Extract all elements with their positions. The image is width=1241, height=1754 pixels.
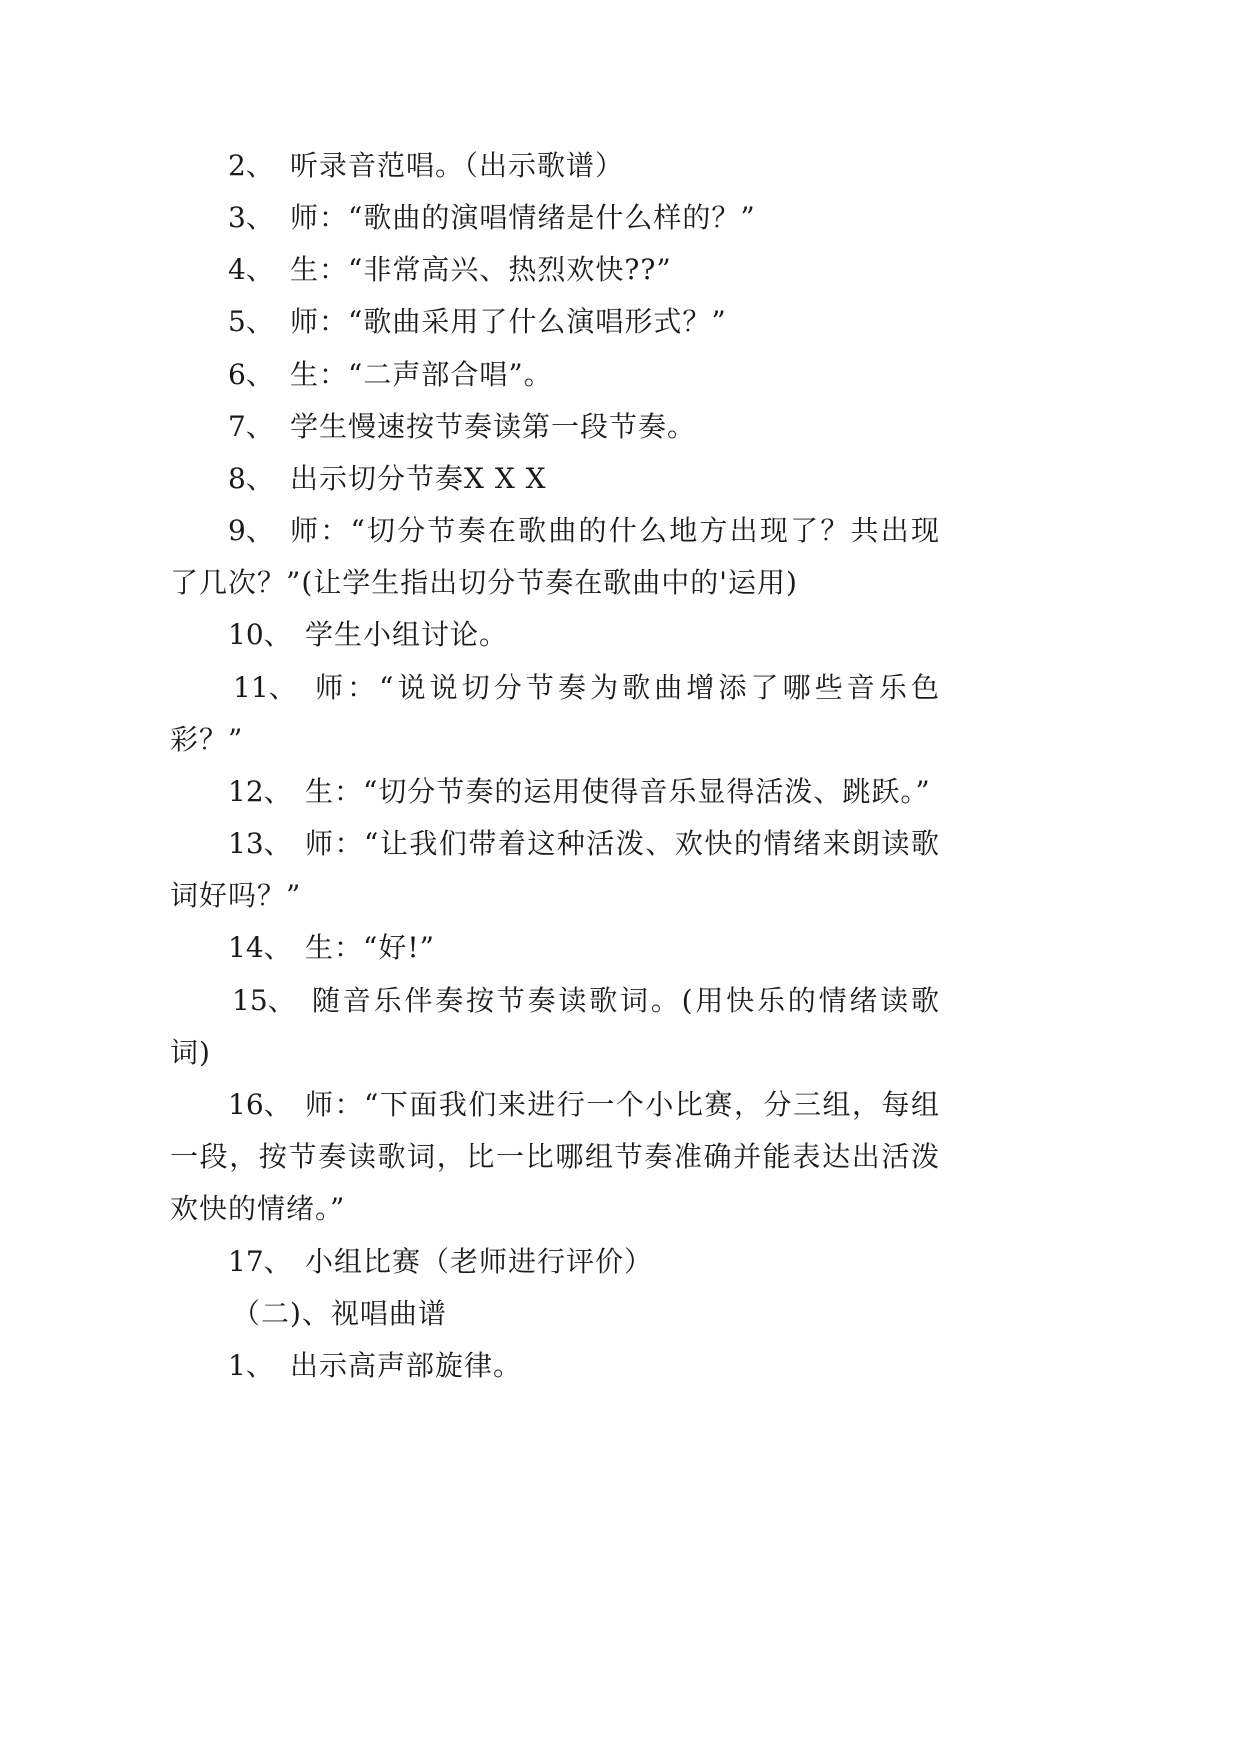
list-item-text-continued: 词) [170,1036,211,1069]
list-item-text: 师：“歌曲采用了什么演唱形式？” [290,305,727,338]
list-item-text-continued: 彩？” [170,723,244,756]
list-item-text: 生：“切分节奏的运用使得音乐显得活泼、跳跃。” [305,775,931,808]
list-item-text: 师：“说说切分节奏为歌曲增添了哪些音乐色 [315,671,940,704]
list-item-text: 师：“下面我们来进行一个小比赛，分三组，每组 [305,1088,940,1121]
list-number: 17、 [228,1245,292,1278]
list-item-text: 出示切分节奏X X X [290,462,547,495]
list-item-text-continued: 欢快的情绪。” [170,1192,346,1225]
list-number: 13、 [228,827,292,860]
list-number: 15、 [232,984,296,1017]
list-item-text: 小组比赛（老师进行评价） [305,1245,654,1278]
list-item-text: 生：“好!” [305,931,435,964]
list-item-text-continued: 了几次？”(让学生指出切分节奏在歌曲中的'运用) [170,566,798,599]
list-item-text: 出示高声部旋律。 [290,1349,523,1382]
list-item-text: 师：“切分节奏在歌曲的什么地方出现了？共出现 [290,514,940,547]
list-number: 11、 [233,671,297,704]
list-item-text: 生：“二声部合唱”。 [290,358,553,391]
list-number: 6、 [228,358,274,391]
list-number: 14、 [228,931,292,964]
list-number: 7、 [228,410,274,443]
list-number: 8、 [228,462,274,495]
list-number: 5、 [228,305,274,338]
list-item-text: 师：“歌曲的演唱情绪是什么样的？” [290,201,756,234]
list-number: 4、 [228,253,274,286]
list-item-text-continued: 一段，按节奏读歌词，比一比哪组节奏准确并能表达出活泼 [170,1140,940,1173]
list-number: 2、 [228,149,274,182]
list-number: 3、 [228,201,274,234]
list-item-text: 师：“让我们带着这种活泼、欢快的情绪来朗读歌 [305,827,940,860]
section-heading: （二)、视唱曲谱 [232,1297,447,1330]
list-item-text: 学生慢速按节奏读第一段节奏。 [290,410,697,443]
list-number: 1、 [228,1349,274,1382]
list-item-text: 听录音范唱。（出示歌谱） [290,149,625,182]
list-number: 9、 [228,514,274,547]
list-item-text: 随音乐伴奏按节奏读歌词。(用快乐的情绪读歌 [312,984,940,1017]
list-item-text: 生：“非常高兴、热烈欢快??” [290,253,672,286]
list-number: 16、 [228,1088,292,1121]
list-number: 12、 [228,775,292,808]
list-number: 10、 [228,618,292,651]
list-item-text: 学生小组讨论。 [305,618,509,651]
list-item-text-continued: 词好吗？” [170,879,302,912]
